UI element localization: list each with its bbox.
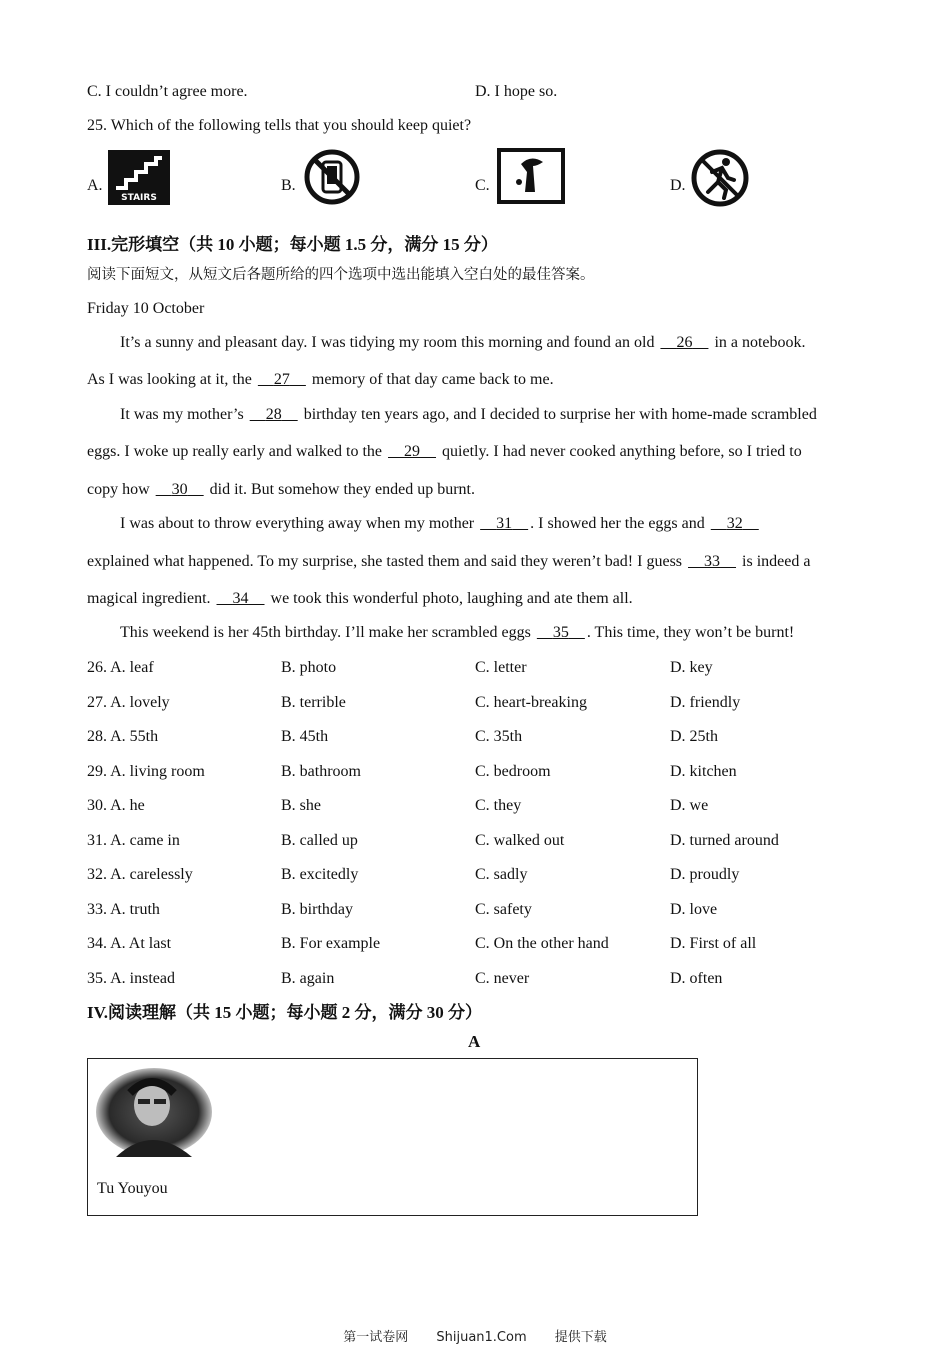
- mushroom-sign-icon: [497, 148, 565, 209]
- option-31-d: D. turned around: [670, 832, 779, 849]
- q25-option-b-letter: B.: [281, 177, 296, 194]
- option-26-a: 26. A. leaf: [87, 659, 154, 676]
- blank-28: 28: [265, 406, 282, 423]
- option-34-b: B. For example: [281, 935, 381, 952]
- q25-question: 25. Which of the following tells that you should keep quiet?: [87, 117, 472, 134]
- q25-option-d-letter: D.: [670, 177, 686, 194]
- blank-30: 30: [171, 481, 188, 498]
- section-3-title: III.完形填空（共 10 小题；每小题 1.5 分，满分 15 分）: [87, 235, 498, 254]
- option-30-d: D. we: [670, 797, 709, 814]
- q24-option-d: D. I hope so.: [475, 83, 558, 100]
- blank-27: 27: [273, 371, 290, 388]
- option-31-c: C. walked out: [475, 832, 565, 849]
- option-33-b: B. birthday: [281, 901, 353, 918]
- passage-line: It was my mother’s 28 birthday ten years ago, and I decided to surprise her with home-made scrambled: [120, 406, 817, 423]
- option-26-c: C. letter: [475, 659, 527, 676]
- option-33-c: C. safety: [475, 901, 532, 918]
- blank-29: 29: [404, 443, 421, 460]
- footer-note: 提供下载: [554, 1330, 607, 1345]
- passage-line: explained what happened. To my surprise, she tasted them and said they weren’t bad! I guess 33 is indeed a: [87, 553, 811, 570]
- option-26-b: B. photo: [281, 659, 337, 676]
- option-35-a: 35. A. instead: [87, 970, 175, 987]
- option-30-a: 30. A. he: [87, 797, 145, 814]
- option-29-d: D. kitchen: [670, 763, 737, 780]
- blank-35: 35: [552, 624, 569, 641]
- q25-option-a-letter: A.: [87, 177, 103, 194]
- q24-option-c: C. I couldn’t agree more.: [87, 83, 248, 100]
- passage-a-box: [87, 1058, 698, 1216]
- option-29-b: B. bathroom: [281, 763, 361, 780]
- option-32-c: C. sadly: [475, 866, 528, 883]
- passage-line: As I was looking at it, the 27 memory of that day came back to me.: [87, 371, 554, 388]
- option-32-d: D. proudly: [670, 866, 740, 883]
- blank-33: 33: [704, 553, 721, 570]
- blank-32: 32: [726, 515, 743, 532]
- option-35-d: D. often: [670, 970, 723, 987]
- no-running-sign-icon: [690, 148, 750, 213]
- option-34-d: D. First of all: [670, 935, 757, 952]
- passage-line: magical ingredient. 34 we took this wonderful photo, laughing and ate them all.: [87, 590, 633, 607]
- stairs-sign-text: STAIRS: [121, 193, 157, 203]
- section-4-title: IV.阅读理解（共 15 小题；每小题 2 分，满分 30 分）: [87, 1003, 482, 1022]
- option-33-d: D. love: [670, 901, 718, 918]
- option-29-a: 29. A. living room: [87, 763, 205, 780]
- option-26-d: D. key: [670, 659, 713, 676]
- passage-date: Friday 10 October: [87, 300, 205, 317]
- passage-line: copy how 30 did it. But somehow they ended up burnt.: [87, 481, 475, 498]
- option-31-a: 31. A. came in: [87, 832, 180, 849]
- option-32-b: B. excitedly: [281, 866, 359, 883]
- section-3-instruction: 阅读下面短文，从短文后各题所给的四个选项中选出能填入空白处的最佳答案。: [87, 267, 595, 283]
- blank-31: 31: [496, 515, 513, 532]
- option-28-c: C. 35th: [475, 728, 523, 745]
- option-27-a: 27. A. lovely: [87, 694, 170, 711]
- option-35-c: C. never: [475, 970, 530, 987]
- passage-line: I was about to throw everything away when my mother 31 . I showed her the eggs and 32: [120, 515, 743, 532]
- option-28-a: 28. A. 55th: [87, 728, 159, 745]
- option-27-d: D. friendly: [670, 694, 741, 711]
- option-30-b: B. she: [281, 797, 321, 814]
- stairs-sign-icon: [108, 150, 170, 210]
- footer: [0, 1326, 950, 1345]
- photo-caption: Tu Youyou: [97, 1180, 168, 1197]
- option-27-c: C. heart-breaking: [475, 694, 587, 711]
- q25-option-c-letter: C.: [475, 177, 490, 194]
- passage-label: A: [468, 1032, 481, 1051]
- option-33-a: 33. A. truth: [87, 901, 160, 918]
- option-31-b: B. called up: [281, 832, 358, 849]
- blank-26: 26: [676, 334, 693, 351]
- option-28-d: D. 25th: [670, 728, 718, 745]
- option-27-b: B. terrible: [281, 694, 346, 711]
- option-32-a: 32. A. carelessly: [87, 866, 193, 883]
- passage-line: It’s a sunny and pleasant day. I was tidying my room this morning and found an old 26 in a notebook.: [120, 334, 806, 351]
- footer-site-cn: 第一试卷网: [343, 1330, 409, 1345]
- footer-site-en[interactable]: Shijuan1.Com: [436, 1330, 527, 1345]
- passage-line: This weekend is her 45th birthday. I’ll make her scrambled eggs 35 . This time, they won’t be burnt!: [120, 624, 795, 641]
- portrait-photo: [96, 1067, 216, 1162]
- option-34-c: C. On the other hand: [475, 935, 609, 952]
- option-34-a: 34. A. At last: [87, 935, 172, 952]
- blank-34: 34: [232, 590, 249, 607]
- option-29-c: C. bedroom: [475, 763, 551, 780]
- passage-line: eggs. I woke up really early and walked to the 29 quietly. I had never cooked anything before, so I tried to: [87, 443, 802, 460]
- option-28-b: B. 45th: [281, 728, 329, 745]
- option-30-c: C. they: [475, 797, 522, 814]
- no-phone-sign-icon: [303, 148, 361, 211]
- option-35-b: B. again: [281, 970, 335, 987]
